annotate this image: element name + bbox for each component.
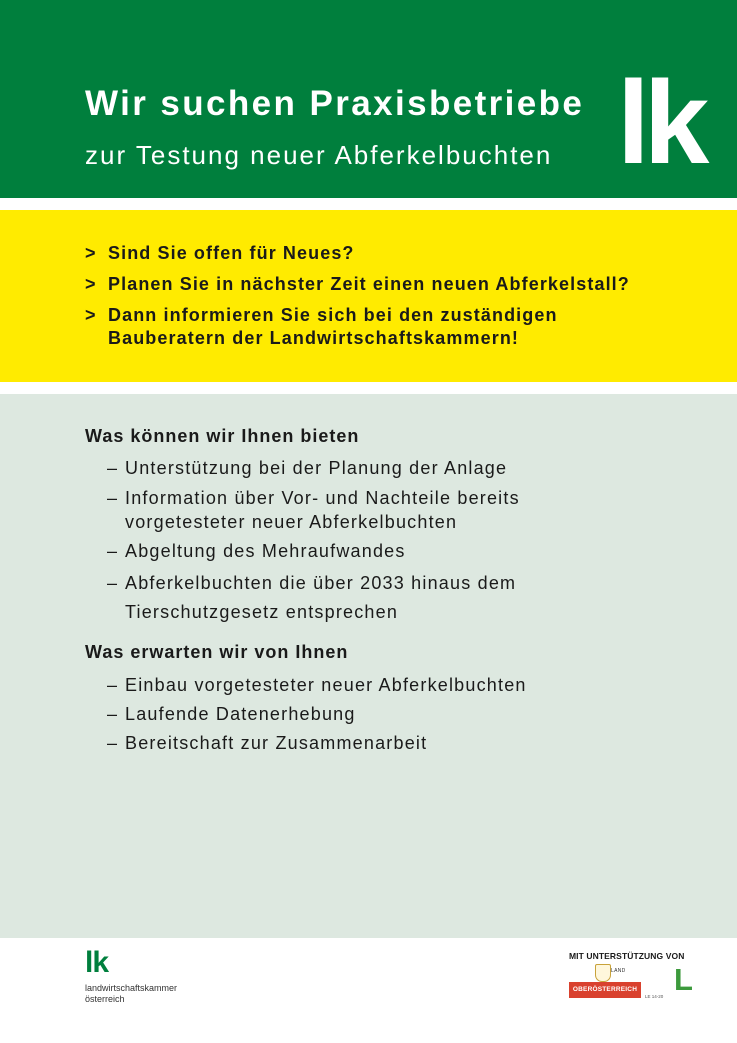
offer-text: Abgeltung des Mehraufwandes — [125, 541, 406, 561]
offer-text-cont: Tierschutzgesetz entsprechen — [125, 602, 399, 622]
footer — [0, 938, 737, 1043]
expect-list — [107, 674, 527, 754]
list-item — [107, 540, 520, 562]
arrow-marker: > — [85, 274, 97, 294]
expect-text: Bereitschaft zur Zusammenarbeit — [125, 733, 428, 753]
list-item — [107, 703, 527, 725]
ooe-land-text: LAND — [611, 968, 626, 974]
lk-footer-logo: lk — [85, 946, 109, 979]
list-item — [107, 732, 527, 754]
lk-logo: lk — [617, 57, 704, 189]
footer-logo-text — [85, 983, 177, 1005]
header-banner — [0, 0, 737, 198]
dash-marker: – — [107, 488, 119, 508]
list-item — [85, 304, 630, 350]
dash-marker: – — [107, 704, 119, 724]
footer-logo-line: österreich — [85, 994, 125, 1004]
offer-text: Abferkelbuchten die über 2033 hinaus dem — [125, 573, 517, 593]
offer-text: Unterstützung bei der Planung der Anlage — [125, 458, 508, 478]
le-logo — [645, 964, 697, 1000]
dash-marker: – — [107, 541, 119, 561]
ooe-name: OBERÖSTERREICH — [569, 982, 641, 998]
list-item — [107, 457, 520, 479]
list-item — [85, 242, 630, 265]
dash-marker: – — [107, 573, 119, 593]
list-item — [107, 674, 527, 696]
offer-text-cont: vorgetesteter neuer Abferkelbuchten — [125, 512, 458, 532]
list-item — [85, 273, 630, 296]
page-subtitle: zur Testung neuer Abferkelbuchten — [85, 140, 553, 170]
le-text: LE 14-20 — [645, 994, 664, 999]
dash-marker: – — [107, 733, 119, 753]
question-text-cont: Bauberatern der Landwirtschaftskammern! — [108, 328, 520, 348]
dash-marker: – — [107, 675, 119, 695]
page-title: Wir suchen Praxisbetriebe — [85, 84, 585, 123]
question-text: Planen Sie in nächster Zeit einen neuen Abferkelstall? — [108, 274, 630, 294]
offer-list — [107, 457, 520, 627]
ooe-logo — [569, 964, 641, 1000]
info-panel — [0, 394, 737, 938]
arrow-marker: > — [85, 305, 97, 325]
list-item — [107, 569, 520, 627]
list-item — [107, 486, 520, 534]
le-mark: L — [674, 962, 693, 997]
question-text: Sind Sie offen für Neues? — [108, 243, 355, 263]
question-box — [0, 210, 737, 382]
question-list — [85, 242, 630, 358]
arrow-marker: > — [85, 243, 97, 263]
footer-logo-line: landwirtschaftskammer — [85, 983, 178, 993]
expect-heading: Was erwarten wir von Ihnen — [85, 642, 349, 662]
crest-icon — [595, 964, 611, 982]
expect-text: Laufende Datenerhebung — [125, 704, 356, 724]
offer-heading: Was können wir Ihnen bieten — [85, 426, 360, 446]
dash-marker: – — [107, 458, 119, 478]
question-text: Dann informieren Sie sich bei den zuständigen — [108, 305, 558, 325]
support-label: MIT UNTERSTÜTZUNG VON — [569, 951, 685, 961]
offer-text: Information über Vor- und Nachteile bereits — [125, 488, 520, 508]
expect-text: Einbau vorgetesteter neuer Abferkelbuchten — [125, 675, 527, 695]
